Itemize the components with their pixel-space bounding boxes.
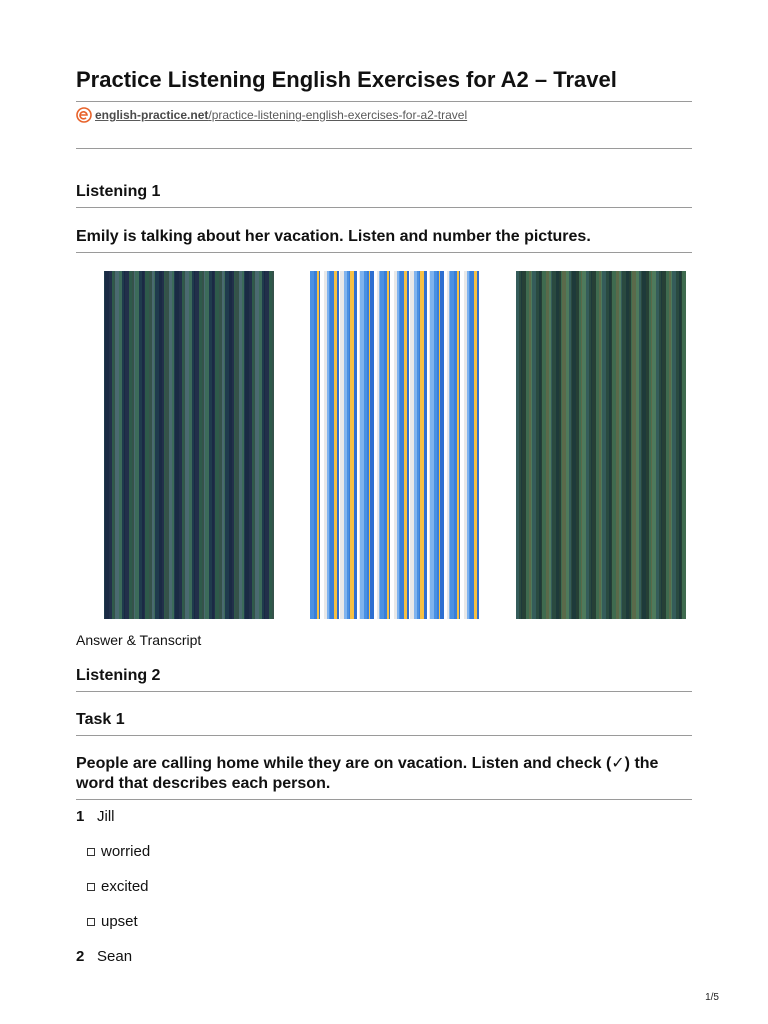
- listening-2-heading: Listening 2: [76, 667, 161, 684]
- listening-1-heading: Listening 1: [76, 183, 161, 200]
- task-instruction-divider: [76, 799, 692, 800]
- item-1-option-1[interactable]: [87, 842, 150, 862]
- listening-2-divider: [76, 691, 692, 692]
- task-1-instruction: People are calling home while they are on vacation. Listen and check (✓) the word that describes each person.: [76, 755, 659, 792]
- vacation-picture-1: [104, 271, 274, 619]
- source-url-link[interactable]: [95, 106, 467, 124]
- item-2-name: Sean: [97, 948, 133, 965]
- item-1-number: 1: [76, 808, 85, 825]
- source-divider: [76, 148, 692, 149]
- option-label: excited: [101, 878, 149, 895]
- option-label: worried: [101, 843, 151, 860]
- vacation-picture-3: [516, 271, 686, 619]
- document-title: Practice Listening English Exercises for A2 – Travel: [76, 67, 617, 92]
- task-1-heading: Task 1: [76, 711, 125, 728]
- checkbox-icon[interactable]: [87, 883, 95, 891]
- site-logo-icon: [76, 107, 92, 123]
- item-1-option-3[interactable]: [87, 912, 138, 932]
- source-domain: english-practice.net: [95, 108, 209, 122]
- source-link-row: [76, 106, 467, 124]
- instruction-divider: [76, 252, 692, 253]
- vacation-picture-2: [310, 271, 480, 619]
- listening-1-instruction: Emily is talking about her vacation. Listen and number the pictures.: [76, 228, 591, 245]
- title-divider: [76, 101, 692, 102]
- source-path: /practice-listening-english-exercises-for-a2-travel: [208, 108, 468, 122]
- item-2-number: 2: [76, 948, 85, 965]
- item-1-option-2[interactable]: [87, 877, 149, 897]
- checkbox-icon[interactable]: [87, 918, 95, 926]
- listening-1-divider: [76, 207, 692, 208]
- task-1-divider: [76, 735, 692, 736]
- page-number: 1/5: [705, 992, 719, 1003]
- item-1-name: Jill: [97, 808, 115, 825]
- option-label: upset: [101, 913, 138, 930]
- answer-transcript-link[interactable]: Answer & Transcript: [76, 632, 202, 648]
- checkbox-icon[interactable]: [87, 848, 95, 856]
